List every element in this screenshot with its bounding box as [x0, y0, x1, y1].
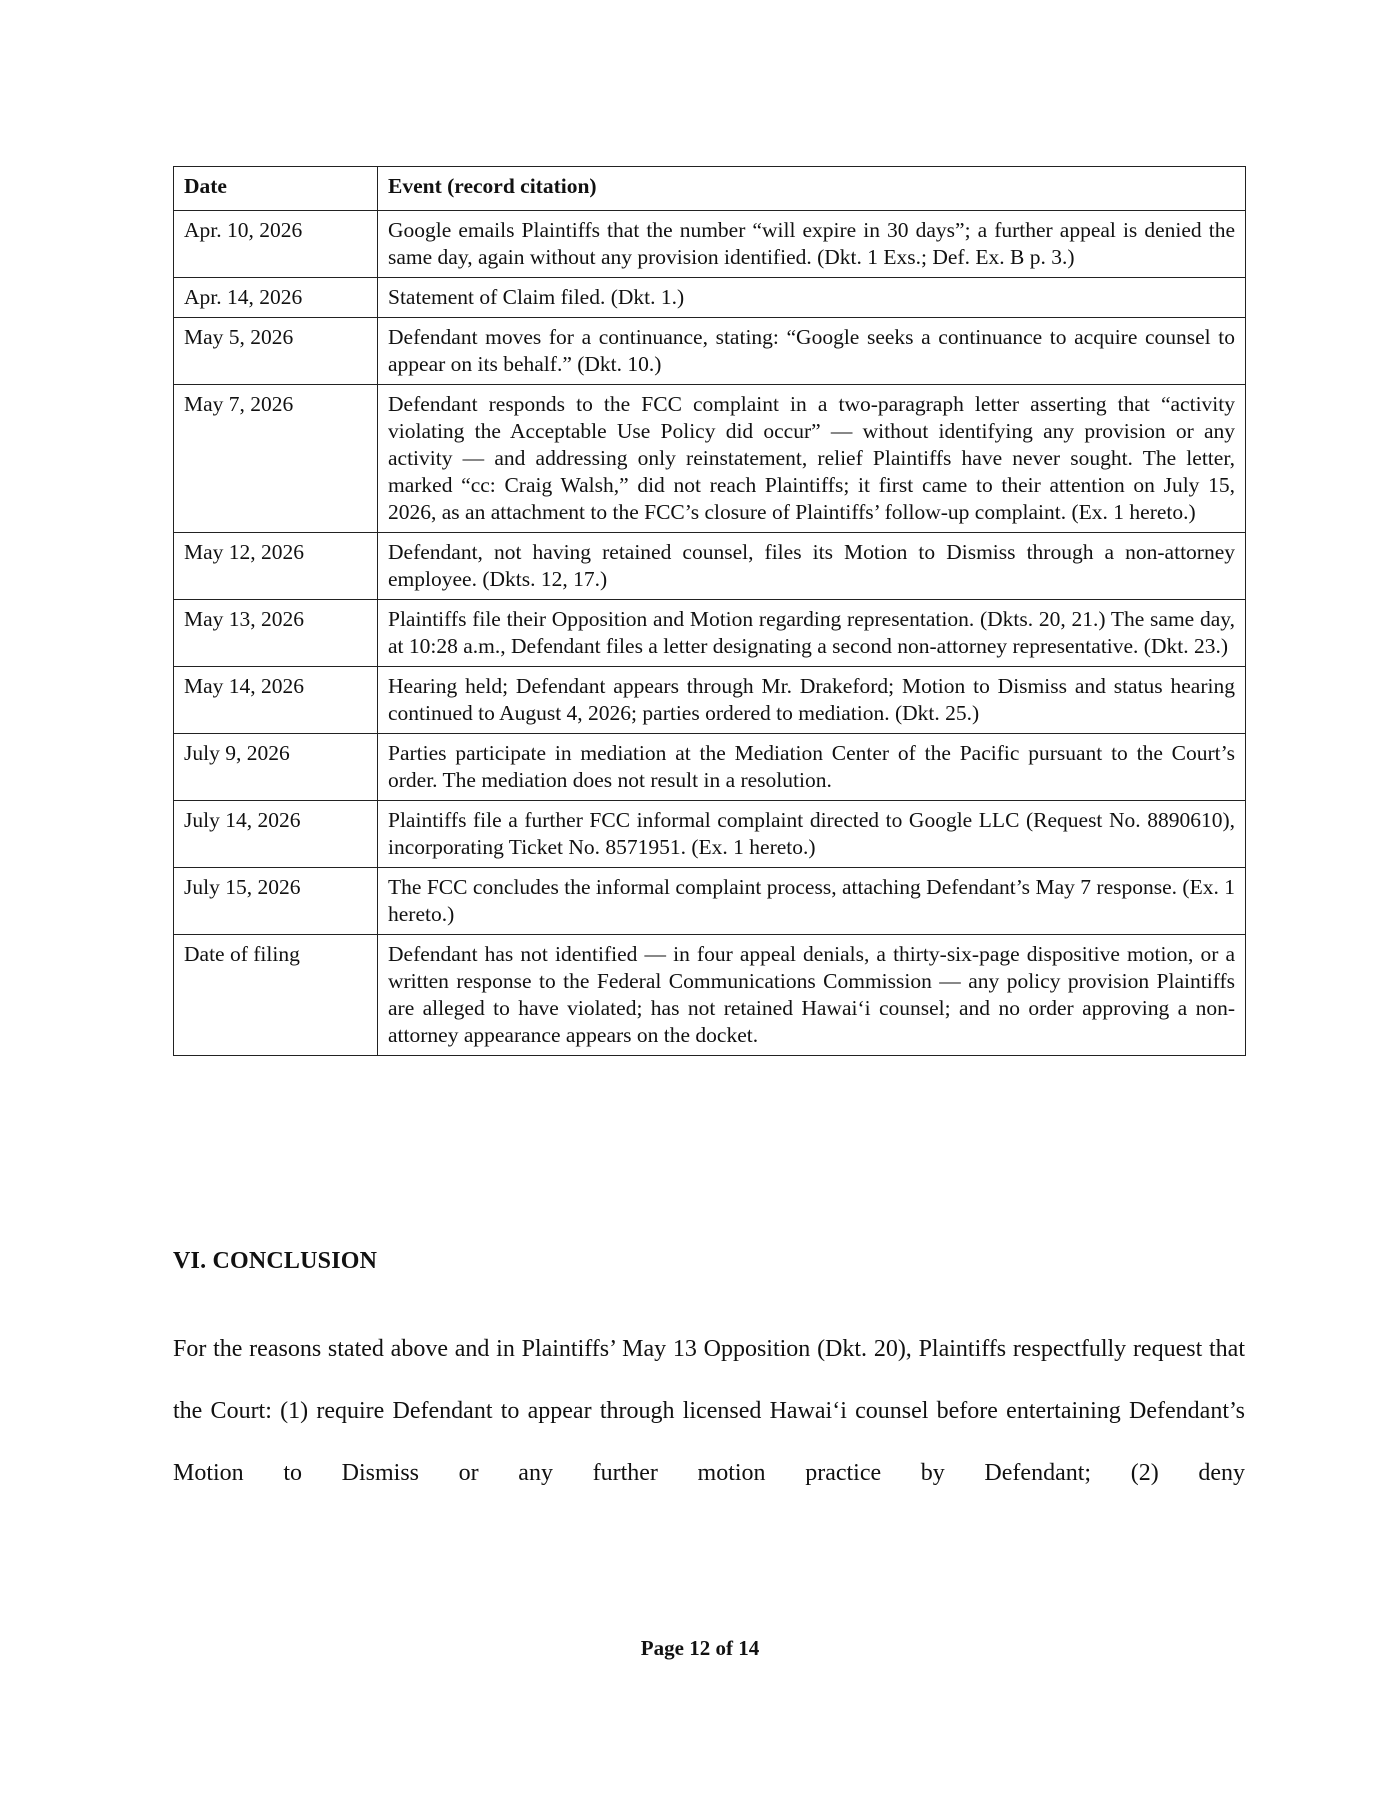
row-event: Defendant moves for a continuance, stating: “Google seeks a continuance to acquire counsel to appear on its behalf.” (Dkt. 10.) [378, 318, 1246, 385]
table-row [174, 935, 1246, 1056]
row-date: May 5, 2026 [174, 318, 378, 385]
row-event: The FCC concludes the informal complaint process, attaching Defendant’s May 7 response. (Ex. 1 hereto.) [378, 868, 1246, 935]
table-row [174, 211, 1246, 278]
header-date: Date [174, 167, 378, 211]
header-event: Event (record citation) [378, 167, 1246, 211]
section-heading: VI. CONCLUSION [173, 1248, 378, 1274]
row-date: May 7, 2026 [174, 385, 378, 533]
table-row [174, 734, 1246, 801]
table-header-row [174, 167, 1246, 211]
row-date: May 14, 2026 [174, 667, 378, 734]
row-event: Defendant, not having retained counsel, files its Motion to Dismiss through a non-attorney employee. (Dkts. 12, 17.) [378, 533, 1246, 600]
row-event: Plaintiffs file a further FCC informal complaint directed to Google LLC (Request No. 8890610), incorporating Ticket No. 8571951. (Ex. 1 hereto.) [378, 801, 1246, 868]
table-row [174, 667, 1246, 734]
timeline-table [173, 166, 1246, 1056]
row-event: Hearing held; Defendant appears through Mr. Drakeford; Motion to Dismiss and status hearing continued to August 4, 2026; parties ordered to mediation. (Dkt. 25.) [378, 667, 1246, 734]
row-date: July 9, 2026 [174, 734, 378, 801]
table-row [174, 600, 1246, 667]
row-date: July 15, 2026 [174, 868, 378, 935]
row-date: Apr. 10, 2026 [174, 211, 378, 278]
table-row [174, 278, 1246, 318]
row-date: May 12, 2026 [174, 533, 378, 600]
table-row [174, 318, 1246, 385]
table-row [174, 385, 1246, 533]
table-row [174, 533, 1246, 600]
row-date: Apr. 14, 2026 [174, 278, 378, 318]
table-row [174, 868, 1246, 935]
row-event: Statement of Claim filed. (Dkt. 1.) [378, 278, 1246, 318]
row-event: Defendant responds to the FCC complaint in a two-paragraph letter asserting that “activity violating the Acceptable Use Policy did occur” — without identifying any provision or any activity — and addressing only reinstatement, relief Plaintiffs have never sought. The letter, marked “cc: Craig Walsh,” did not reach Plaintiffs; it first came to their attention on July 15, 2026, as an attachment to the FCC’s closure of Plaintiffs’ follow-up complaint. (Ex. 1 hereto.) [378, 385, 1246, 533]
row-event: Google emails Plaintiffs that the number “will expire in 30 days”; a further appeal is denied the same day, again without any provision identified. (Dkt. 1 Exs.; Def. Ex. B p. 3.) [378, 211, 1246, 278]
page-number: Page 12 of 14 [640, 1636, 760, 1660]
table-row [174, 801, 1246, 868]
row-date: May 13, 2026 [174, 600, 378, 667]
row-event: Plaintiffs file their Opposition and Motion regarding representation. (Dkts. 20, 21.) The same day, at 10:28 a.m., Defendant files a letter designating a second non-attorney representative. (Dkt. 23.) [378, 600, 1246, 667]
row-event: Defendant has not identified — in four appeal denials, a thirty-six-page dispositive motion, or a written response to the Federal Communications Commission — any policy provision Plaintiffs are alleged to have violated; has not retained Hawai‘i counsel; and no order approving a non-attorney appearance appears on the docket. [378, 935, 1246, 1056]
row-date: Date of filing [174, 935, 378, 1056]
row-date: July 14, 2026 [174, 801, 378, 868]
conclusion-paragraph: For the reasons stated above and in Plaintiffs’ May 13 Opposition (Dkt. 20), Plaintiffs respectfully request that the Court: (1) require Defendant to appear through licensed Hawai‘i counsel before entertaining Defendant’s Motion to Dismiss or any further motion practice by Defendant; (2) deny [173, 1336, 1245, 1486]
row-event: Parties participate in mediation at the Mediation Center of the Pacific pursuant to the Court’s order. The mediation does not result in a resolution. [378, 734, 1246, 801]
